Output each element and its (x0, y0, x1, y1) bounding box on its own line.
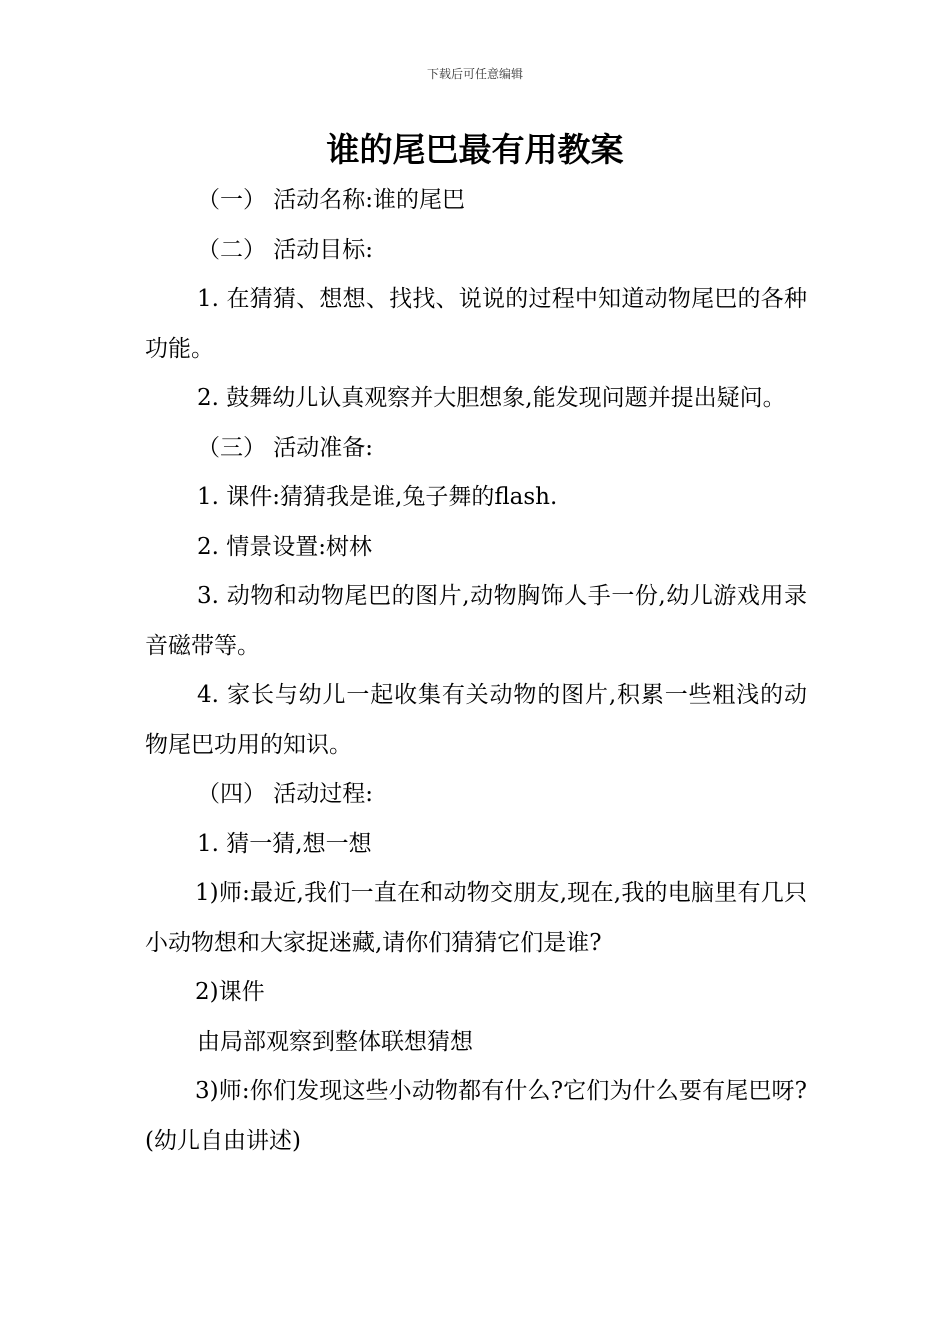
goal-item-2: 2. 鼓舞幼儿认真观察并大胆想象,能发现问题并提出疑问。 (197, 385, 786, 411)
process-step-1: 1. 猜一猜,想一想 (197, 830, 372, 857)
preparation-item-3: 3. 动物和动物尾巴的图片,动物胸饰人手一份,幼儿游戏用录音磁带等。 (145, 583, 807, 659)
process-substep-2: 2)课件 (195, 979, 265, 1005)
document-title: 谁的尾巴最有用教案 (326, 130, 624, 169)
process-substep-2-detail: 由局部观察到整体联想猜想 (197, 1028, 473, 1055)
preparation-item-4: 4. 家长与幼儿一起收集有关动物的图片,积累一些粗浅的动物尾巴功用的知识。 (145, 682, 807, 758)
header-note: 下载后可任意编辑 (426, 67, 523, 81)
section-heading-activity-process: （四） 活动过程: (197, 781, 374, 807)
section-heading-activity-preparation: （三） 活动准备: (197, 434, 374, 461)
process-substep-3: 3)师:你们发现这些小动物都有什么?它们为什么要有尾巴呀?(幼儿自由讲述) (145, 1078, 807, 1154)
document-body (145, 176, 807, 1166)
section-heading-activity-name: （一） 活动名称:谁的尾巴 (197, 187, 466, 213)
preparation-item-1: 1. 课件:猜猜我是谁,兔子舞的flash. (197, 484, 558, 510)
section-heading-activity-goals: （二） 活动目标: (197, 236, 374, 263)
preparation-item-2: 2. 情景设置:树林 (197, 533, 373, 560)
process-substep-1: 1)师:最近,我们一直在和动物交朋友,现在,我的电脑里有几只小动物想和大家捉迷藏,请你们猜猜它们是谁? (145, 880, 807, 956)
goal-item-1: 1. 在猜猜、想想、找找、说说的过程中知道动物尾巴的各种功能。 (145, 286, 807, 362)
